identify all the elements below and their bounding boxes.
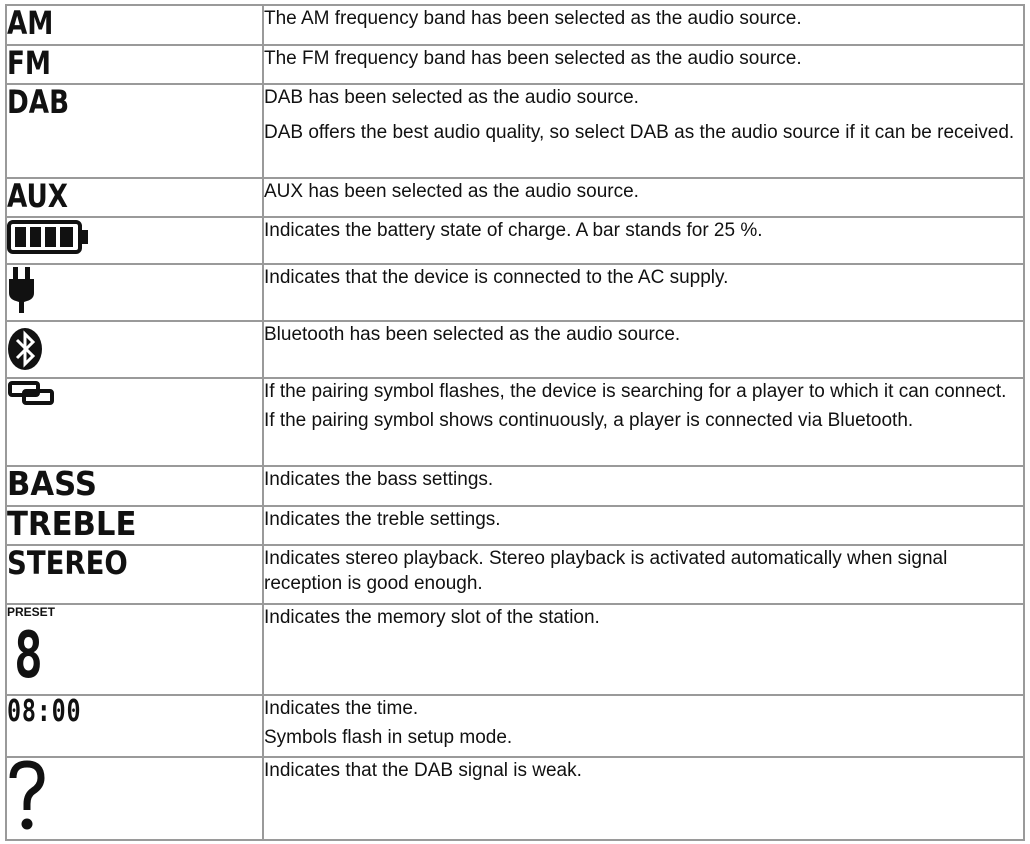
table-row	[6, 545, 1024, 604]
table-row	[6, 264, 1024, 321]
aux-symbol: AUX	[7, 177, 69, 215]
seven-segment-digit	[11, 619, 51, 681]
description-text: Indicates the bass settings.	[264, 469, 494, 490]
symbol-cell	[6, 695, 263, 757]
description-cell	[263, 84, 1024, 178]
description-text: Indicates that the DAB signal is weak.	[264, 760, 582, 781]
description-cell	[263, 545, 1024, 604]
table-row	[6, 217, 1024, 264]
description-text: AUX has been selected as the audio source.	[264, 181, 639, 202]
description-text: Indicates the battery state of charge. A bar stands for 25 %.	[264, 220, 763, 241]
question-mark-icon	[7, 758, 51, 834]
table-row	[6, 466, 1024, 506]
description-cell	[263, 757, 1024, 840]
symbol-cell	[6, 5, 263, 45]
plug-icon	[7, 265, 47, 315]
symbol-cell	[6, 45, 263, 84]
symbol-cell	[6, 178, 263, 217]
description-cell	[263, 5, 1024, 45]
symbol-cell	[6, 466, 263, 506]
preset-digit: 8	[14, 619, 43, 681]
symbol-cell	[6, 264, 263, 321]
description-text: The FM frequency band has been selected as the audio source.	[264, 48, 802, 69]
description-text: Indicates the treble settings.	[264, 509, 501, 530]
description-cell	[263, 695, 1024, 757]
clock-symbol: 08:00	[7, 694, 82, 729]
description-cell	[263, 604, 1024, 695]
description-cell	[263, 378, 1024, 466]
symbol-table	[5, 4, 1025, 841]
table-row	[6, 321, 1024, 378]
table-row	[6, 757, 1024, 840]
table-row	[6, 506, 1024, 545]
symbol-cell	[6, 604, 263, 695]
description-text: Symbols flash in setup mode.	[264, 727, 513, 748]
description-cell	[263, 506, 1024, 545]
description-cell	[263, 466, 1024, 506]
description-text: Indicates the time.	[264, 698, 419, 719]
table-row	[6, 378, 1024, 466]
table-row	[6, 604, 1024, 695]
symbol-cell	[6, 321, 263, 378]
symbol-cell	[6, 757, 263, 840]
description-text: Indicates that the device is connected to the AC supply.	[264, 267, 729, 288]
description-cell	[263, 321, 1024, 378]
pairing-icon	[7, 379, 57, 409]
treble-symbol: TREBLE	[7, 504, 137, 543]
symbol-cell	[6, 217, 263, 264]
preset-label: PRESET	[7, 605, 56, 619]
symbol-cell	[6, 378, 263, 466]
am-symbol: AM	[7, 4, 54, 42]
symbol-cell	[6, 84, 263, 178]
description-cell	[263, 264, 1024, 321]
table-row	[6, 178, 1024, 217]
battery-icon	[7, 218, 91, 258]
table-row	[6, 45, 1024, 84]
description-text: DAB has been selected as the audio source.	[264, 87, 639, 108]
stereo-symbol: STEREO	[7, 544, 128, 582]
table-row	[6, 5, 1024, 45]
description-text: If the pairing symbol flashes, the device is searching for a player to which it can connect.	[264, 381, 1007, 402]
description-text: If the pairing symbol shows continuously, a player is connected via Bluetooth.	[264, 410, 914, 431]
description-text: Bluetooth has been selected as the audio source.	[264, 324, 681, 345]
symbol-cell	[6, 506, 263, 545]
description-text: The AM frequency band has been selected as the audio source.	[264, 8, 802, 29]
bluetooth-icon	[7, 322, 47, 372]
table-row	[6, 695, 1024, 757]
description-cell	[263, 217, 1024, 264]
symbol-cell	[6, 545, 263, 604]
bass-symbol: BASS	[7, 464, 97, 503]
description-text: Indicates the memory slot of the station.	[264, 607, 600, 628]
fm-symbol: FM	[7, 44, 52, 82]
description-cell	[263, 178, 1024, 217]
dab-symbol: DAB	[7, 83, 70, 121]
description-cell	[263, 45, 1024, 84]
description-text: DAB offers the best audio quality, so select DAB as the audio source if it can be received.	[264, 122, 1015, 143]
table-row	[6, 84, 1024, 178]
description-text: Indicates stereo playback. Stereo playback is activated automatically when signal reception is good enough.	[264, 548, 948, 594]
